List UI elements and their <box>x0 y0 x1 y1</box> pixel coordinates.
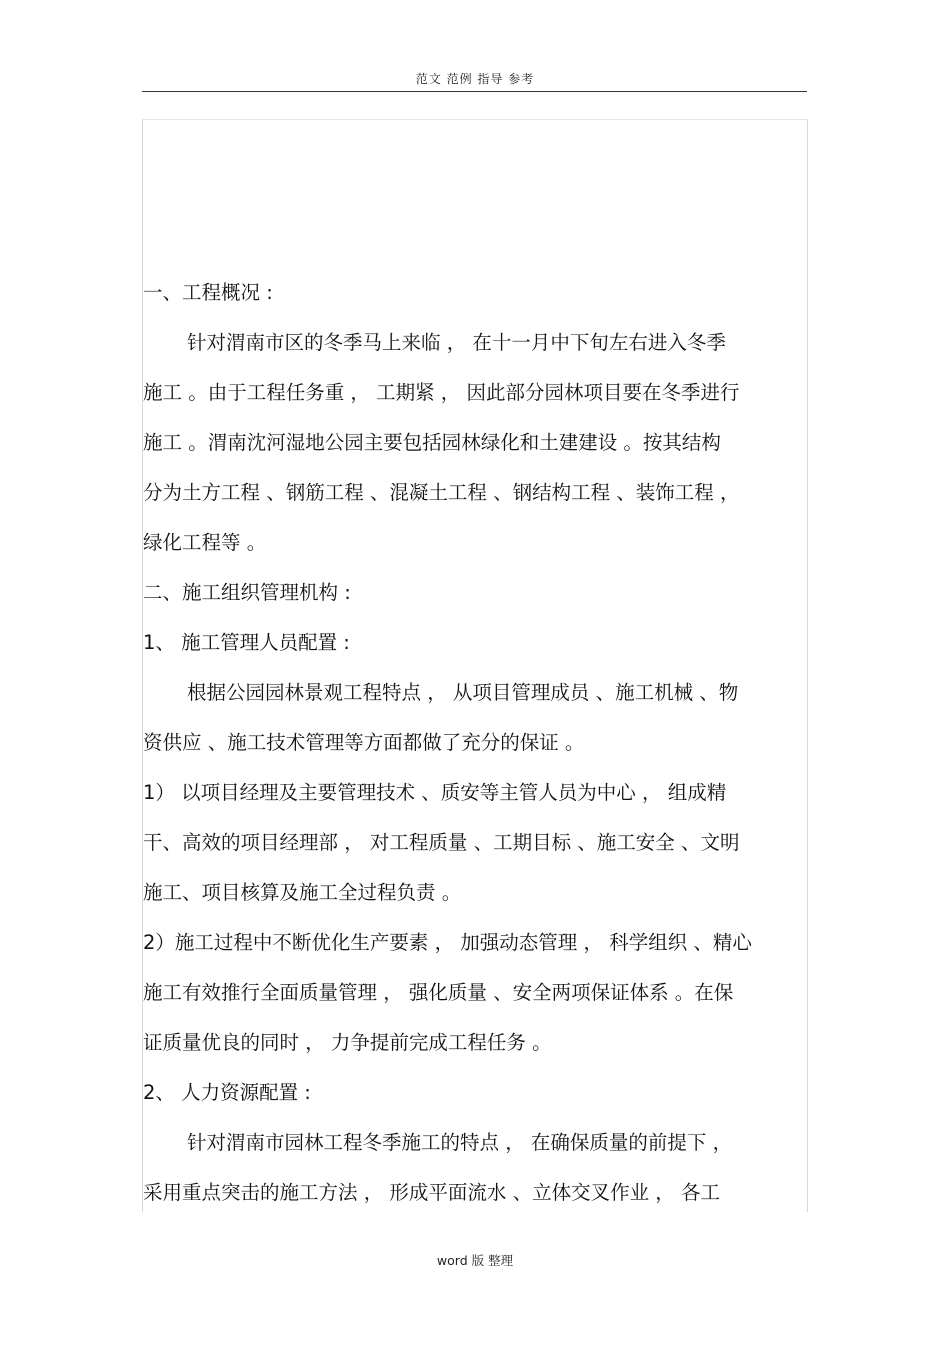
paragraph-line: 根据公园园林景观工程特点 ， 从项目管理成员 、施工机械 、物 <box>187 681 739 704</box>
paragraph-line: 分为土方工程 、钢筋工程 、混凝土工程 、钢结构工程 、装饰工程 ， <box>143 481 740 504</box>
section-heading-overview: 一、工程概况 : <box>143 281 273 304</box>
paragraph-line: 施工 。渭南沈河湿地公园主要包括园林绿化和土建建设 。按其结构 <box>143 431 721 454</box>
paragraph-line: 证质量优良的同时 ， 力争提前完成工程任务 。 <box>143 1031 552 1054</box>
paragraph-line: 针对渭南市园林工程冬季施工的特点 ， 在确保质量的前提下 ， <box>187 1131 733 1154</box>
paragraph-line: 绿化工程等 。 <box>143 531 267 554</box>
paragraph-line: 资供应 、施工技术管理等方面都做了充分的保证 。 <box>143 731 585 754</box>
paragraph-line: 干、高效的项目经理部 ， 对工程质量 、工期目标 、施工安全 、文明 <box>143 831 740 854</box>
paragraph-line: 针对渭南市区的冬季马上来临 ， 在十一月中下旬左右进入冬季 <box>187 331 726 354</box>
document-body <box>143 268 805 1218</box>
header-divider <box>142 91 807 92</box>
page-header: 范文 范例 指导 参考 <box>415 72 535 86</box>
subsection-heading-hr: 2、 人力资源配置 : <box>143 1081 311 1104</box>
section-heading-organization: 二、施工组织管理机构 : <box>143 581 351 604</box>
page-footer: word 版 整理 <box>436 1253 514 1268</box>
paragraph-line: 施工有效推行全面质量管理 ， 强化质量 、安全两项保证体系 。在保 <box>143 981 734 1004</box>
paragraph-line: 施工、项目核算及施工全过程负责 。 <box>143 881 462 904</box>
paragraph-line: 采用重点突击的施工方法 ， 形成平面流水 、立体交叉作业 ， 各工 <box>143 1181 720 1204</box>
subsection-heading-staff: 1、 施工管理人员配置 : <box>143 631 350 654</box>
list-item-line: 2）施工过程中不断优化生产要素 ， 加强动态管理 ， 科学组织 、精心 <box>143 931 752 954</box>
paragraph-line: 施工 。由于工程任务重 ， 工期紧 ， 因此部分园林项目要在冬季进行 <box>143 381 740 404</box>
list-item-line: 1） 以项目经理及主要管理技术 、质安等主管人员为中心 ， 组成精 <box>143 781 727 804</box>
